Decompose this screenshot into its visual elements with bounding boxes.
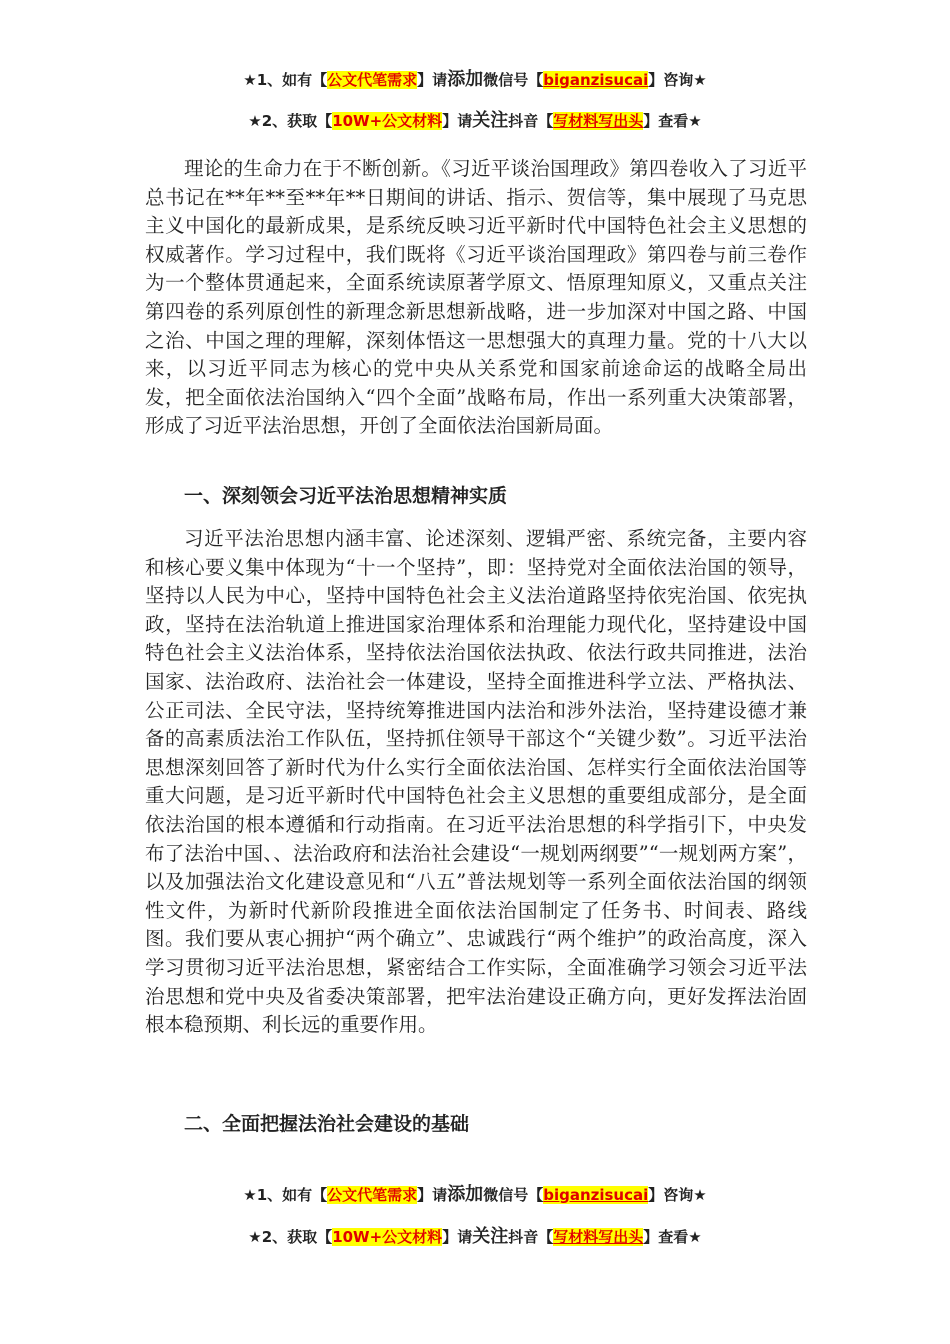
highlight-materials: 10W+公文材料 (332, 112, 443, 130)
banner-top-line2 (0, 110, 950, 132)
emphasis-text: 添加 (447, 1184, 484, 1205)
highlight-service: 公文代笔需求 (327, 1186, 418, 1204)
wechat-id: biganzisucai (543, 71, 649, 89)
banner-text: ★1、如有【 (243, 1186, 328, 1204)
emphasis-text: 添加 (447, 69, 484, 90)
banner-text: ★1、如有【 (243, 71, 328, 89)
banner-text: 微信号【 (483, 1186, 544, 1204)
intro-paragraph: 理论的生命力在于不断创新。《习近平谈治国理政》第四卷收入了习近平总书记在**年**至**年**日期间的讲话、指示、贺信等，集中展现了马克思主义中国化的最新成果，是系统反映习近平新时代中国特色社会主义思想的权威著作。学习过程中，我们既将《习近平谈治国理政》第四卷与前三卷作为一个整体贯通起来，全面系统读原著学原文、悟原理知原义，又重点关注第四卷的系列原创性的新理念新思想新战略，进一步加深对中国之路、中国之治、中国之理的理解，深刻体悟这一思想强大的真理力量。党的十八大以来，以习近平同志为核心的党中央从关系党和国家前途命运的战略全局出发，把全面依法治国纳入“四个全面”战略布局，作出一系列重大决策部署，形成了习近平法治思想，开创了全面依法治国新局面。 (145, 157, 807, 438)
wechat-id: biganzisucai (543, 1186, 649, 1204)
section1-paragraph: 习近平法治思想内涵丰富、论述深刻、逻辑严密、系统完备，主要内容和核心要义集中体现为“十一个坚持”，即：坚持党对全面依法治国的领导，坚持以人民为中心，坚持中国特色社会主义法治道路坚持依宪治国、依宪执政，坚持在法治轨道上推进国家治理体系和治理能力现代化，坚持建设中国特色社会主义法治体系，坚持依法治国依法执政、依法行政共同推进，法治国家、法治政府、法治社会一体建设，坚持全面推进科学立法、严格执法、公正司法、全民守法，坚持统筹推进国内法治和涉外法治，坚持建设德才兼备的高素质法治工作队伍，坚持抓住领导干部这个“关键少数”。习近平法治思想深刻回答了新时代为什么实行全面依法治国、怎样实行全面依法治国等重大问题，是习近平新时代中国特色社会主义思想的重要组成部分，是全面依法治国的根本遵循和行动指南。在习近平法治思想的科学指引下，中央发布了法治中国、、法治政府和法治社会建设“一规划两纲要”“一规划两方案”，以及加强法治文化建设意见和“八五”普法规划等一系列全面依法治国的纲领性文件，为新时代新阶段推进全面依法治国制定了任务书、时间表、路线图。我们要从衷心拥护“两个确立”、忠诚践行“两个维护”的政治高度，深入学习贯彻习近平法治思想，紧密结合工作实际，全面准确学习领会习近平法治思想和党中央及省委决策部署，把牢法治建设正确方向，更好发挥法治固根本稳预期、利长远的重要作用。 (145, 527, 807, 1037)
banner-top-line1 (0, 69, 950, 91)
banner-text: 】查看★ (643, 112, 702, 130)
banner-text: 】请 (417, 71, 448, 89)
douyin-account: 写材料写出头 (553, 1228, 644, 1246)
banner-text: 】请 (417, 1186, 448, 1204)
banner-text: 】请 (442, 1228, 473, 1246)
highlight-materials: 10W+公文材料 (332, 1228, 443, 1246)
banner-text: ★2、获取【 (248, 112, 333, 130)
banner-text: 抖音【 (508, 112, 554, 130)
section2-heading: 二、全面把握法治社会建设的基础 (184, 1113, 470, 1135)
banner-text: 】查看★ (643, 1228, 702, 1246)
banner-text: ★2、获取【 (248, 1228, 333, 1246)
banner-text: 抖音【 (508, 1228, 554, 1246)
emphasis-text: 关注 (472, 1226, 509, 1247)
banner-bottom-line2 (0, 1226, 950, 1248)
section1-heading: 一、深刻领会习近平法治思想精神实质 (184, 485, 508, 507)
banner-text: 】咨询★ (648, 71, 707, 89)
banner-text: 微信号【 (483, 71, 544, 89)
highlight-service: 公文代笔需求 (327, 71, 418, 89)
douyin-account: 写材料写出头 (553, 112, 644, 130)
emphasis-text: 关注 (472, 110, 509, 131)
banner-text: 】请 (442, 112, 473, 130)
banner-bottom-line1 (0, 1184, 950, 1206)
banner-text: 】咨询★ (648, 1186, 707, 1204)
